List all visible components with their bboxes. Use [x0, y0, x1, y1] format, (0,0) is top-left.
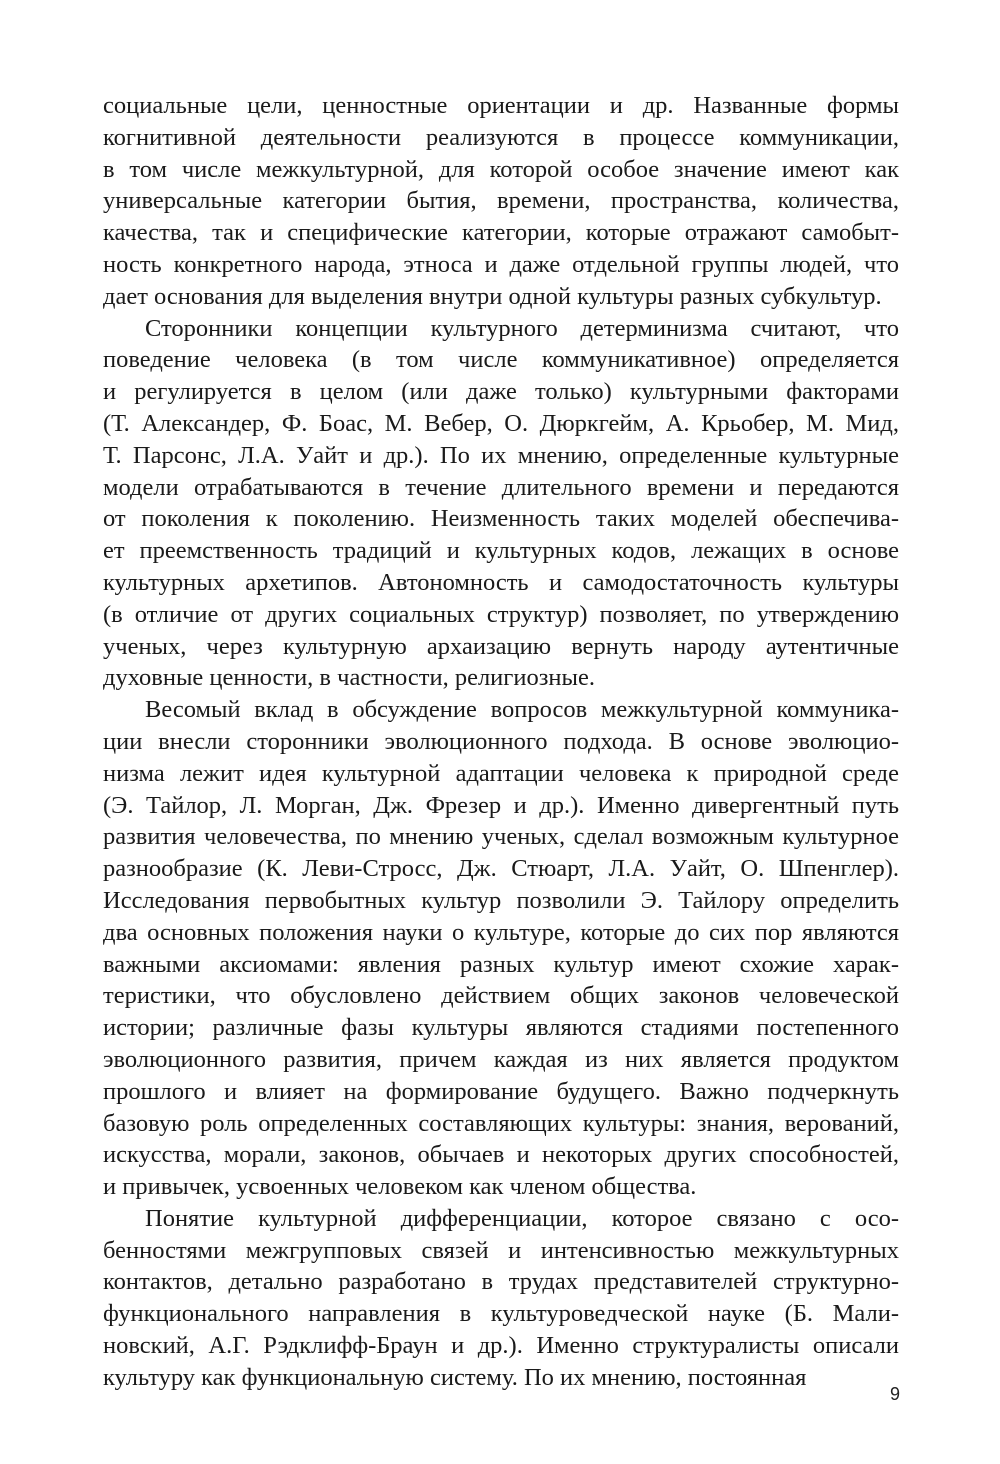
text-line: модели отрабатываются в течение длительного времени и передаются — [103, 473, 899, 501]
text-line: Сторонники концепции культурного детерминизма считают, что — [145, 314, 899, 342]
text-line: истории; различные фазы культуры являются стадиями постепенного — [103, 1014, 899, 1042]
text-line: базовую роль определенных составляющих культуры: знания, верований, — [103, 1109, 899, 1137]
text-line: два основных положения науки о культуре, которые до сих пор являются — [103, 918, 899, 946]
text-line: культурных архетипов. Автономность и самодостаточность культуры — [103, 568, 899, 596]
text-line: ность конкретного народа, этноса и даже отдельной группы людей, что — [103, 250, 899, 278]
text-line: Т. Парсонс, Л.А. Уайт и др.). По их мнению, определенные культурные — [103, 441, 899, 469]
text-line: новский, А.Г. Рэдклифф-Браун и др.). Именно структуралисты описали — [103, 1332, 899, 1360]
text-line: контактов, детально разработано в трудах представителей структурно- — [103, 1268, 899, 1296]
text-line: разнообразие (К. Леви-Стросс, Дж. Стюарт, Л.А. Уайт, О. Шпенглер). — [103, 855, 899, 883]
text-line: в том числе межкультурной, для которой особое значение имеют как — [103, 155, 899, 183]
page-number: 9 — [889, 1384, 900, 1404]
text-line: Понятие культурной дифференциации, которое связано с осо- — [145, 1204, 899, 1232]
text-line: ученых, через культурную архаизацию вернуть народу аутентичные — [103, 632, 899, 660]
text-line: и привычек, усвоенных человеком как членом общества. — [103, 1173, 697, 1201]
text-line: бенностями межгрупповых связей и интенсивностью межкультурных — [103, 1236, 899, 1264]
text-line: универсальные категории бытия, времени, пространства, количества, — [103, 187, 899, 215]
text-line: ции внесли сторонники эволюционного подхода. В основе эволюцио- — [103, 727, 899, 755]
text-line: Весомый вклад в обсуждение вопросов межкультурной коммуника- — [145, 696, 899, 724]
text-line: когнитивной деятельности реализуются в процессе коммуникации, — [103, 123, 899, 151]
text-line: дает основания для выделения внутри одной культуры разных субкультур. — [103, 282, 882, 310]
text-line: развития человечества, по мнению ученых, сделал возможным культурное — [103, 823, 899, 851]
text-line: (Т. Александер, Ф. Боас, М. Вебер, О. Дюркгейм, А. Крьобер, М. Мид, — [103, 409, 899, 437]
text-line: важными аксиомами: явления разных культур имеют схожие харак- — [103, 950, 899, 978]
text-line: и регулируется в целом (или даже только) культурными факторами — [103, 378, 899, 406]
text-line: поведение человека (в том числе коммуникативное) определяется — [103, 346, 899, 374]
text-line: прошлого и влияет на формирование будущего. Важно подчеркнуть — [103, 1077, 899, 1105]
text-line: ет преемственность традиций и культурных кодов, лежащих в основе — [103, 537, 899, 565]
text-line: низма лежит идея культурной адаптации человека к природной среде — [103, 759, 899, 787]
text-line: духовные ценности, в частности, религиозные. — [103, 664, 595, 692]
paragraph-cultural-differentiation — [103, 1203, 899, 1394]
text-line: от поколения к поколению. Неизменность таких моделей обеспечива- — [103, 505, 899, 533]
paragraph-cultural-determinism — [103, 313, 899, 695]
text-line: качества, так и специфические категории, которые отражают самобыт- — [103, 219, 899, 247]
paragraph-evolutionism — [103, 694, 899, 1203]
text-line: (Э. Тайлор, Л. Морган, Дж. Фрезер и др.). Именно дивергентный путь — [103, 791, 899, 819]
text-line: социальные цели, ценностные ориентации и др. Названные формы — [103, 92, 899, 119]
text-line: теристики, что обусловлено действием общих законов человеческой — [103, 982, 899, 1010]
text-line: искусства, морали, законов, обычаев и некоторых других способностей, — [103, 1141, 899, 1169]
text-line: (в отличие от других социальных структур) позволяет, по утверждению — [103, 600, 899, 628]
body-text — [103, 90, 899, 1394]
text-line: Исследования первобытных культур позволили Э. Тайлору определить — [103, 886, 899, 914]
text-line: функционального направления в культуроведческой науке (Б. Мали- — [103, 1300, 899, 1328]
text-line: культуру как функциональную систему. По их мнению, постоянная — [103, 1363, 807, 1391]
paragraph-cognitive-activity — [103, 90, 899, 313]
text-line: эволюционного развития, причем каждая из них является продуктом — [103, 1045, 899, 1073]
